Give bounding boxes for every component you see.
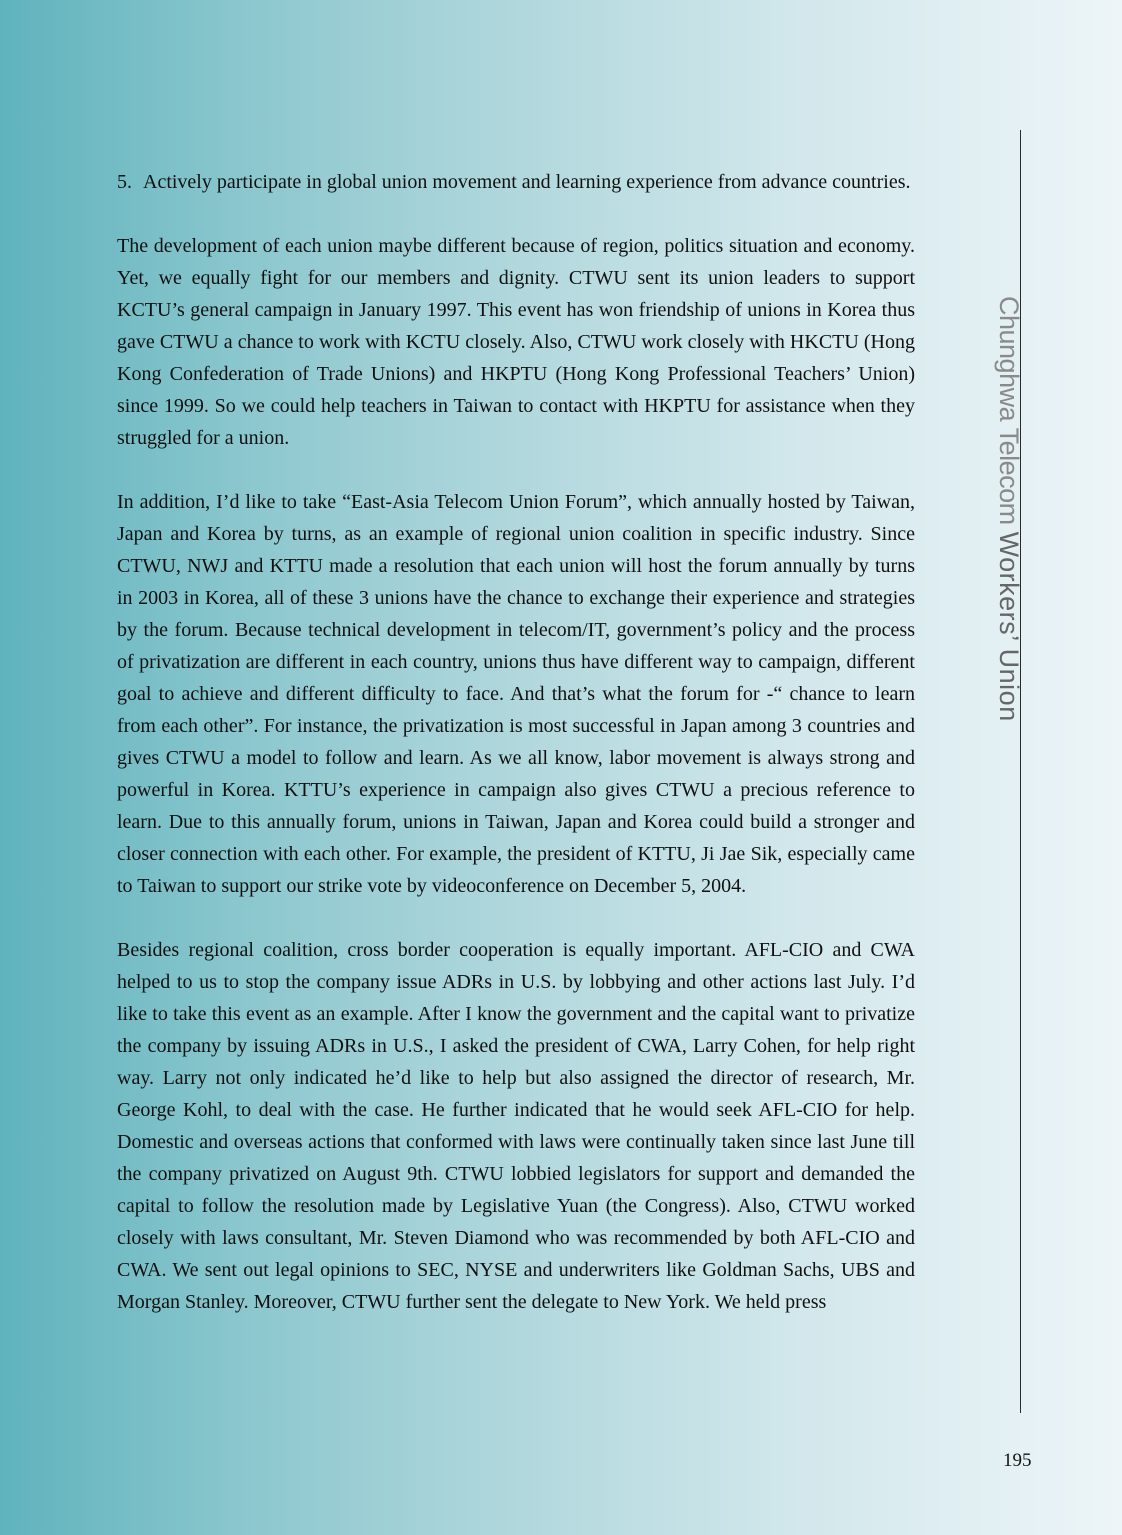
- side-running-title: [995, 296, 1022, 722]
- list-item-text: Actively participate in global union movement and learning experience from advance countries.: [143, 171, 911, 193]
- paragraph-cross-border-cooperation: Besides regional coalition, cross border cooperation is equally important. AFL-CIO and CWA helped to us to stop the company issue ADRs in U.S. by lobbying and other actions last July. I’d like to take this event as an example. After I know the government and the capital want to privatize the company by issuing ADRs in U.S., I asked the president of CWA, Larry Cohen, for help right way. Larry not only indicated he’d like to help but also assigned the director of research, Mr. George Kohl, to deal with the case. He further indicated that he would seek AFL-CIO for help. Domestic and overseas actions that conformed with laws were continually taken since last June till the company privatized on August 9th. CTWU lobbied legislators for support and demanded the capital to follow the resolution made by Legislative Yuan (the Congress). Also, CTWU worked closely with laws consultant, Mr. Steven Diamond who was recommended by both AFL-CIO and CWA. We sent out legal opinions to SEC, NYSE and underwriters like Goldman Sachs, UBS and Morgan Stanley. Moreover, CTWU further sent the delegate to New York. We held press: [117, 939, 915, 1313]
- page-number: 195: [1003, 1450, 1032, 1471]
- paragraph-union-development: The development of each union maybe different because of region, politics situation and economy. Yet, we equally fight for our members and dignity. CTWU sent its union leaders to support KCTU’s general campaign in January 1997. This event has won friendship of unions in Korea thus gave CTWU a chance to work with KCTU closely. Also, CTWU work closely with HKCTU (Hong Kong Confederation of Trade Unions) and HKPTU (Hong Kong Professional Teachers’ Union) since 1999. So we could help teachers in Taiwan to contact with HKPTU for assistance when they struggled for a union.: [117, 235, 915, 449]
- list-item: [117, 166, 915, 198]
- body-text: [117, 166, 915, 1318]
- paragraph-east-asia-forum: In addition, I’d like to take “East-Asia Telecom Union Forum”, which annually hosted by Taiwan, Japan and Korea by turns, as an example of regional union coalition in specific industry. Since CTWU, NWJ and KTTU made a resolution that each union will host the forum annually by turns in 2003 in Korea, all of these 3 unions have the chance to exchange their experience and strategies by the forum. Because technical development in telecom/IT, government’s policy and the process of privatization are different in each country, unions thus have different way to campaign, different goal to achieve and different difficulty to face. And that’s what the forum for -“ chance to learn from each other”. For instance, the privatization is most successful in Japan among 3 countries and gives CTWU a model to follow and learn. As we all know, labor movement is always strong and powerful in Korea. KTTU’s experience in campaign also gives CTWU a precious reference to learn. Due to this annually forum, unions in Taiwan, Japan and Korea could build a stronger and closer connection with each other. For example, the president of KTTU, Ji Jae Sik, especially came to Taiwan to support our strike vote by videoconference on December 5, 2004.: [117, 491, 915, 897]
- list-item-number: 5.: [117, 171, 132, 193]
- side-title-bold: Workers’ Union: [994, 531, 1024, 722]
- side-title-light: Chunghwa Telecom: [994, 296, 1024, 532]
